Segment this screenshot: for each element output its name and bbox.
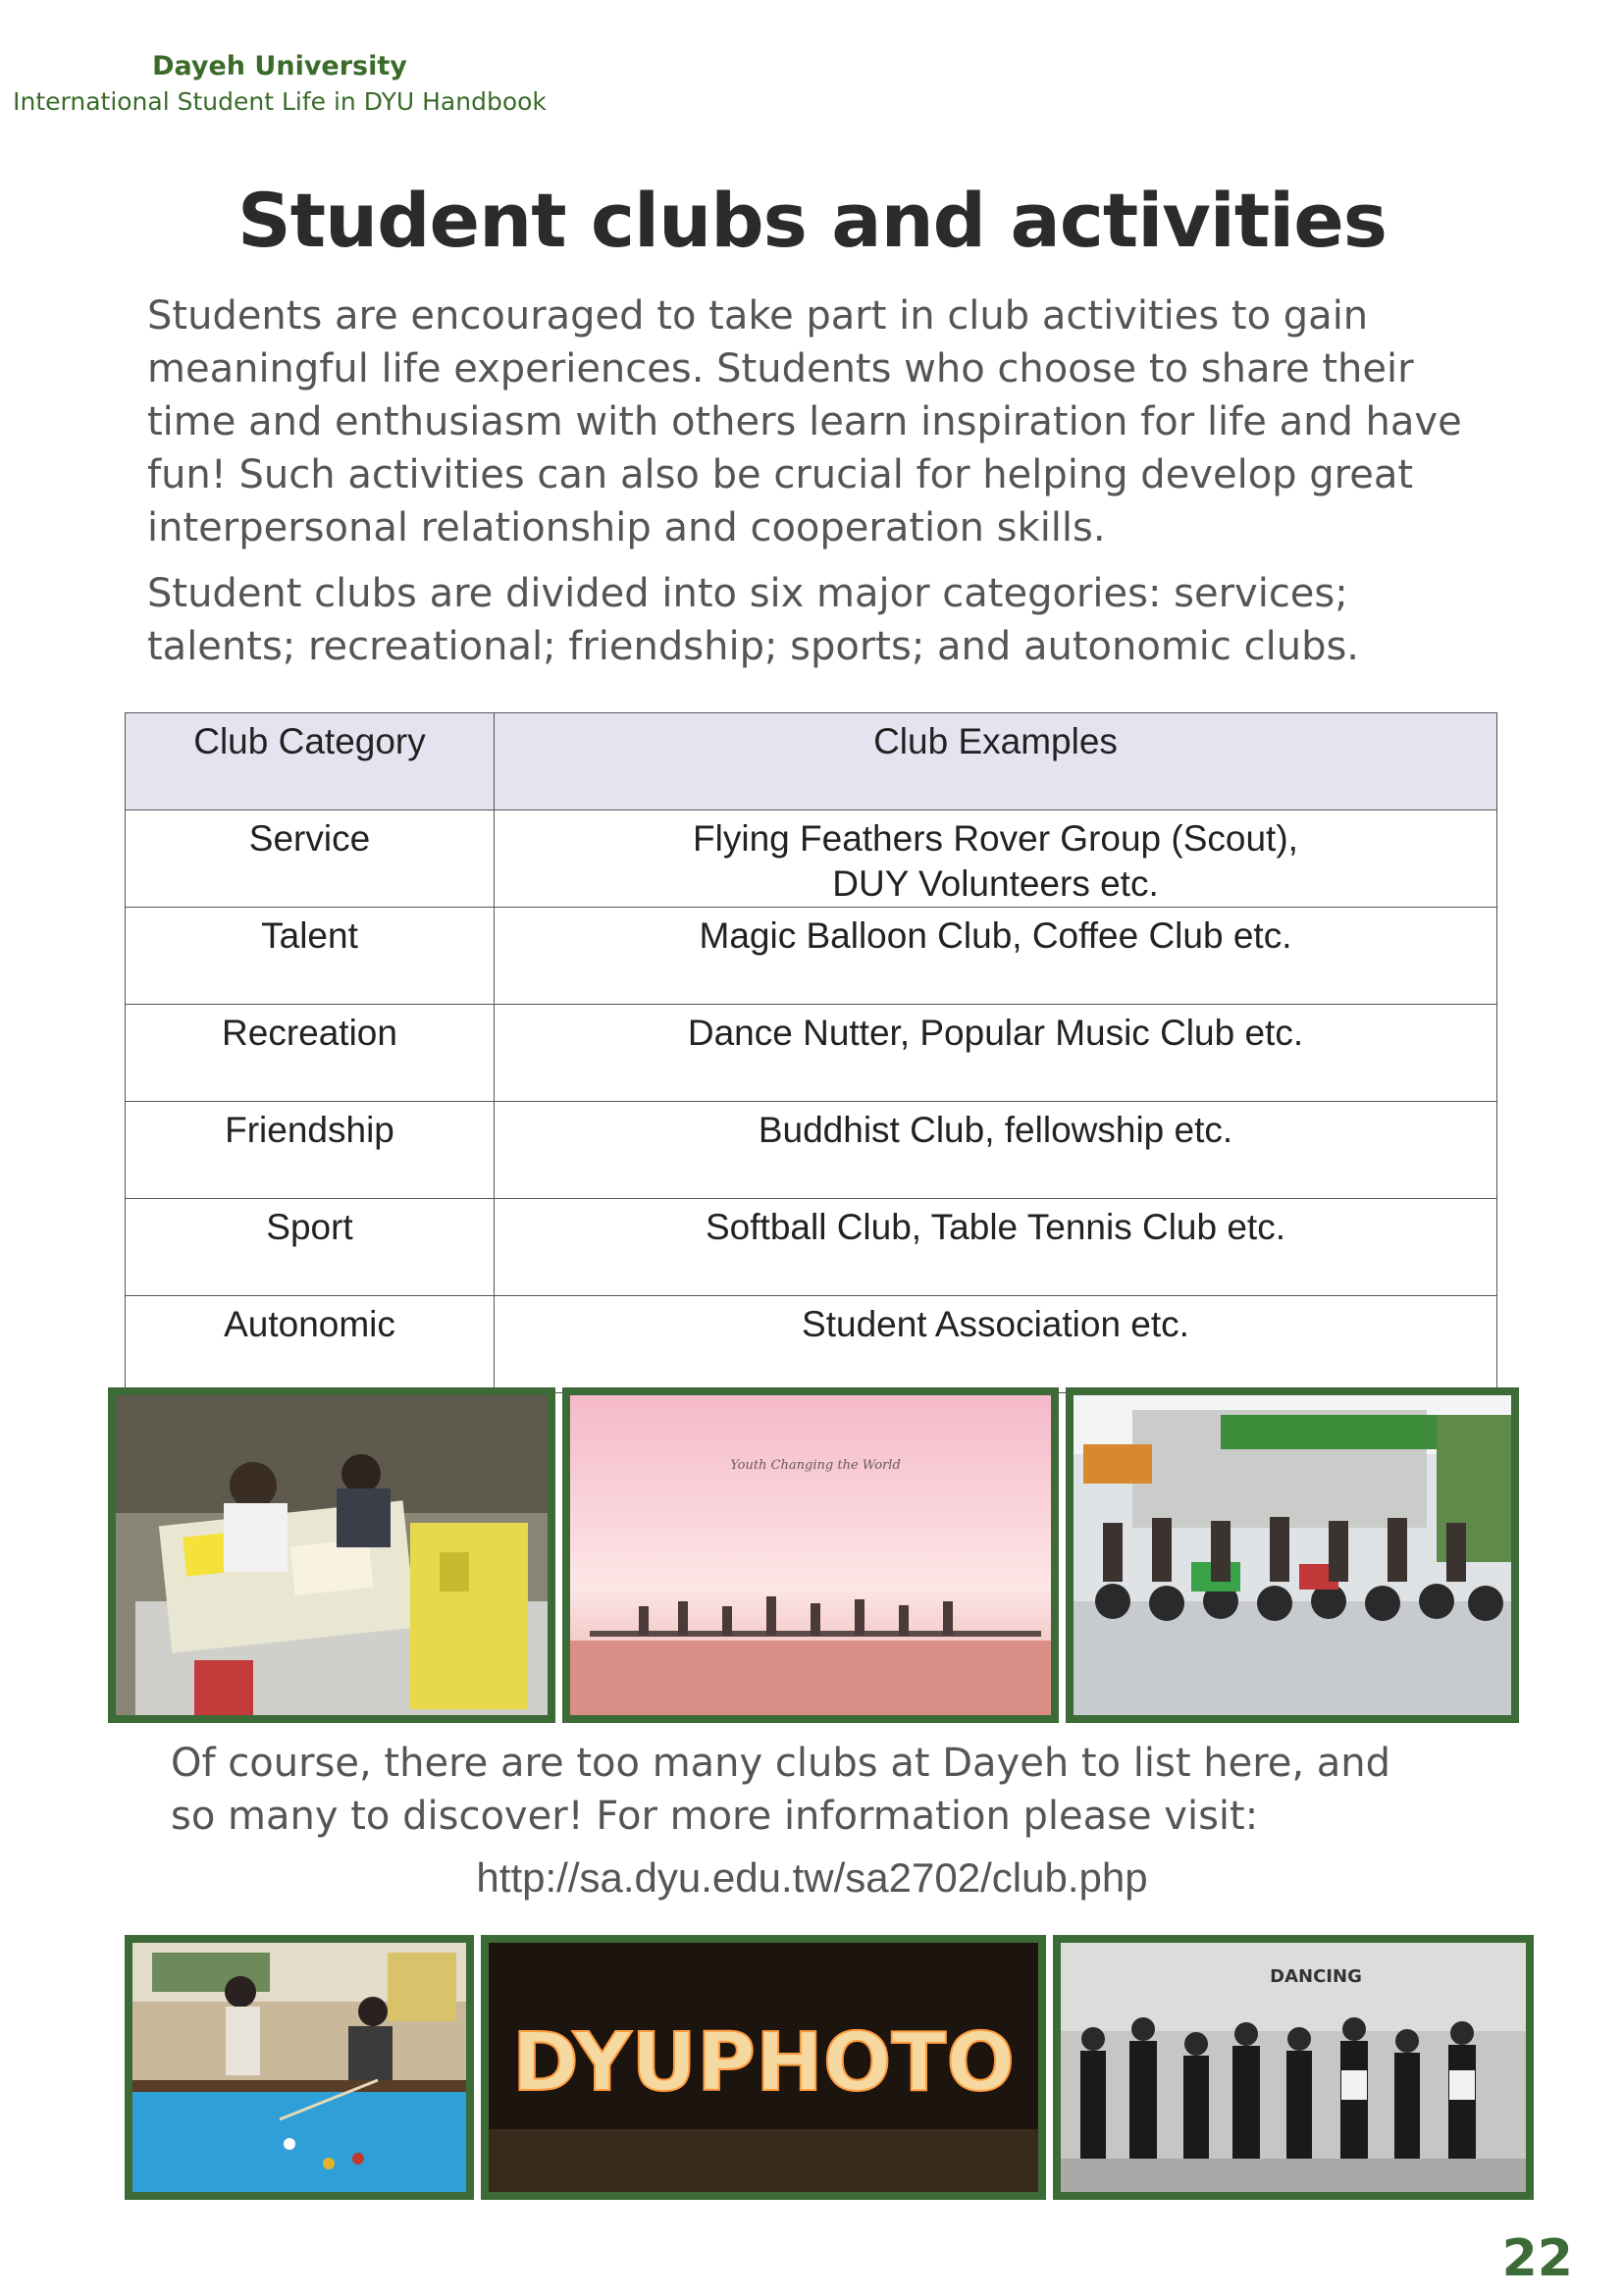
page-number: 22 xyxy=(1501,2229,1573,2288)
row-examples: Softball Club, Table Tennis Club etc. xyxy=(495,1199,1497,1296)
photo-caption-dancing: DANCING xyxy=(1270,1966,1362,1987)
handbook-subtitle: International Student Life in DYU Handbook xyxy=(13,87,547,116)
table-row xyxy=(126,1296,1497,1393)
row-examples: Buddhist Club, fellowship etc. xyxy=(495,1102,1497,1199)
photo-dyuphoto-club-image xyxy=(489,1943,1038,2192)
row-category: Recreation xyxy=(126,1005,495,1102)
photo-billiards-club-image xyxy=(132,1943,466,2192)
intro-paragraph: Students are encouraged to take part in club activities to gain meaningful life experiences. Students who choose to share their time and enthusiasm with others learn inspiration for life and have fun! Such activities can also be crucial for helping develop great interpersonal relationship and cooperation skills. xyxy=(147,293,1462,550)
header-club-category: Club Category xyxy=(126,713,495,810)
photo-youth-changing-image xyxy=(570,1395,1051,1715)
photo-craft-club-image xyxy=(116,1395,548,1715)
photo-motorcycle-club xyxy=(1066,1387,1519,1723)
photo-dyuphoto-club xyxy=(481,1935,1046,2200)
photo-youth-changing xyxy=(562,1387,1059,1723)
table-header-row xyxy=(126,713,1497,810)
photo-craft-club xyxy=(108,1387,555,1723)
row-category: Autonomic xyxy=(126,1296,495,1393)
table-row xyxy=(126,1199,1497,1296)
photo-dance-club-image xyxy=(1061,1943,1526,2192)
photo-motorcycle-club-image xyxy=(1074,1395,1511,1715)
categories-paragraph: Student clubs are divided into six major categories: services; talents; recreational; friendship; sports; and autonomic clubs. xyxy=(147,571,1360,669)
row-category: Service xyxy=(126,810,495,908)
row-examples: Flying Feathers Rover Group (Scout), DUY Volunteers etc. xyxy=(495,810,1497,908)
photo-dance-club xyxy=(1053,1935,1534,2200)
row-category: Friendship xyxy=(126,1102,495,1199)
more-info-paragraph: Of course, there are too many clubs at Dayeh to list here, and so many to discover! For more information please visit: xyxy=(171,1741,1391,1839)
row-examples: Magic Balloon Club, Coffee Club etc. xyxy=(495,908,1497,1005)
photo-billiards-club xyxy=(125,1935,474,2200)
table-row xyxy=(126,908,1497,1005)
row-category: Talent xyxy=(126,908,495,1005)
row-category: Sport xyxy=(126,1199,495,1296)
university-name: Dayeh University xyxy=(152,51,407,81)
running-header xyxy=(0,51,687,116)
page-title: Student clubs and activities xyxy=(236,177,1388,264)
row-examples: Dance Nutter, Popular Music Club etc. xyxy=(495,1005,1497,1102)
club-url-link[interactable]: http://sa.dyu.edu.tw/sa2702/club.php xyxy=(476,1854,1148,1901)
table-row xyxy=(126,810,1497,908)
table-row xyxy=(126,1102,1497,1199)
header-club-examples: Club Examples xyxy=(495,713,1497,810)
photo-caption-youth: Youth Changing the World xyxy=(730,1458,901,1473)
photo-caption-dyuphoto: DYUPHOTO xyxy=(511,2016,1016,2110)
table-row xyxy=(126,1005,1497,1102)
club-table xyxy=(125,712,1497,1393)
row-examples: Student Association etc. xyxy=(495,1296,1497,1393)
